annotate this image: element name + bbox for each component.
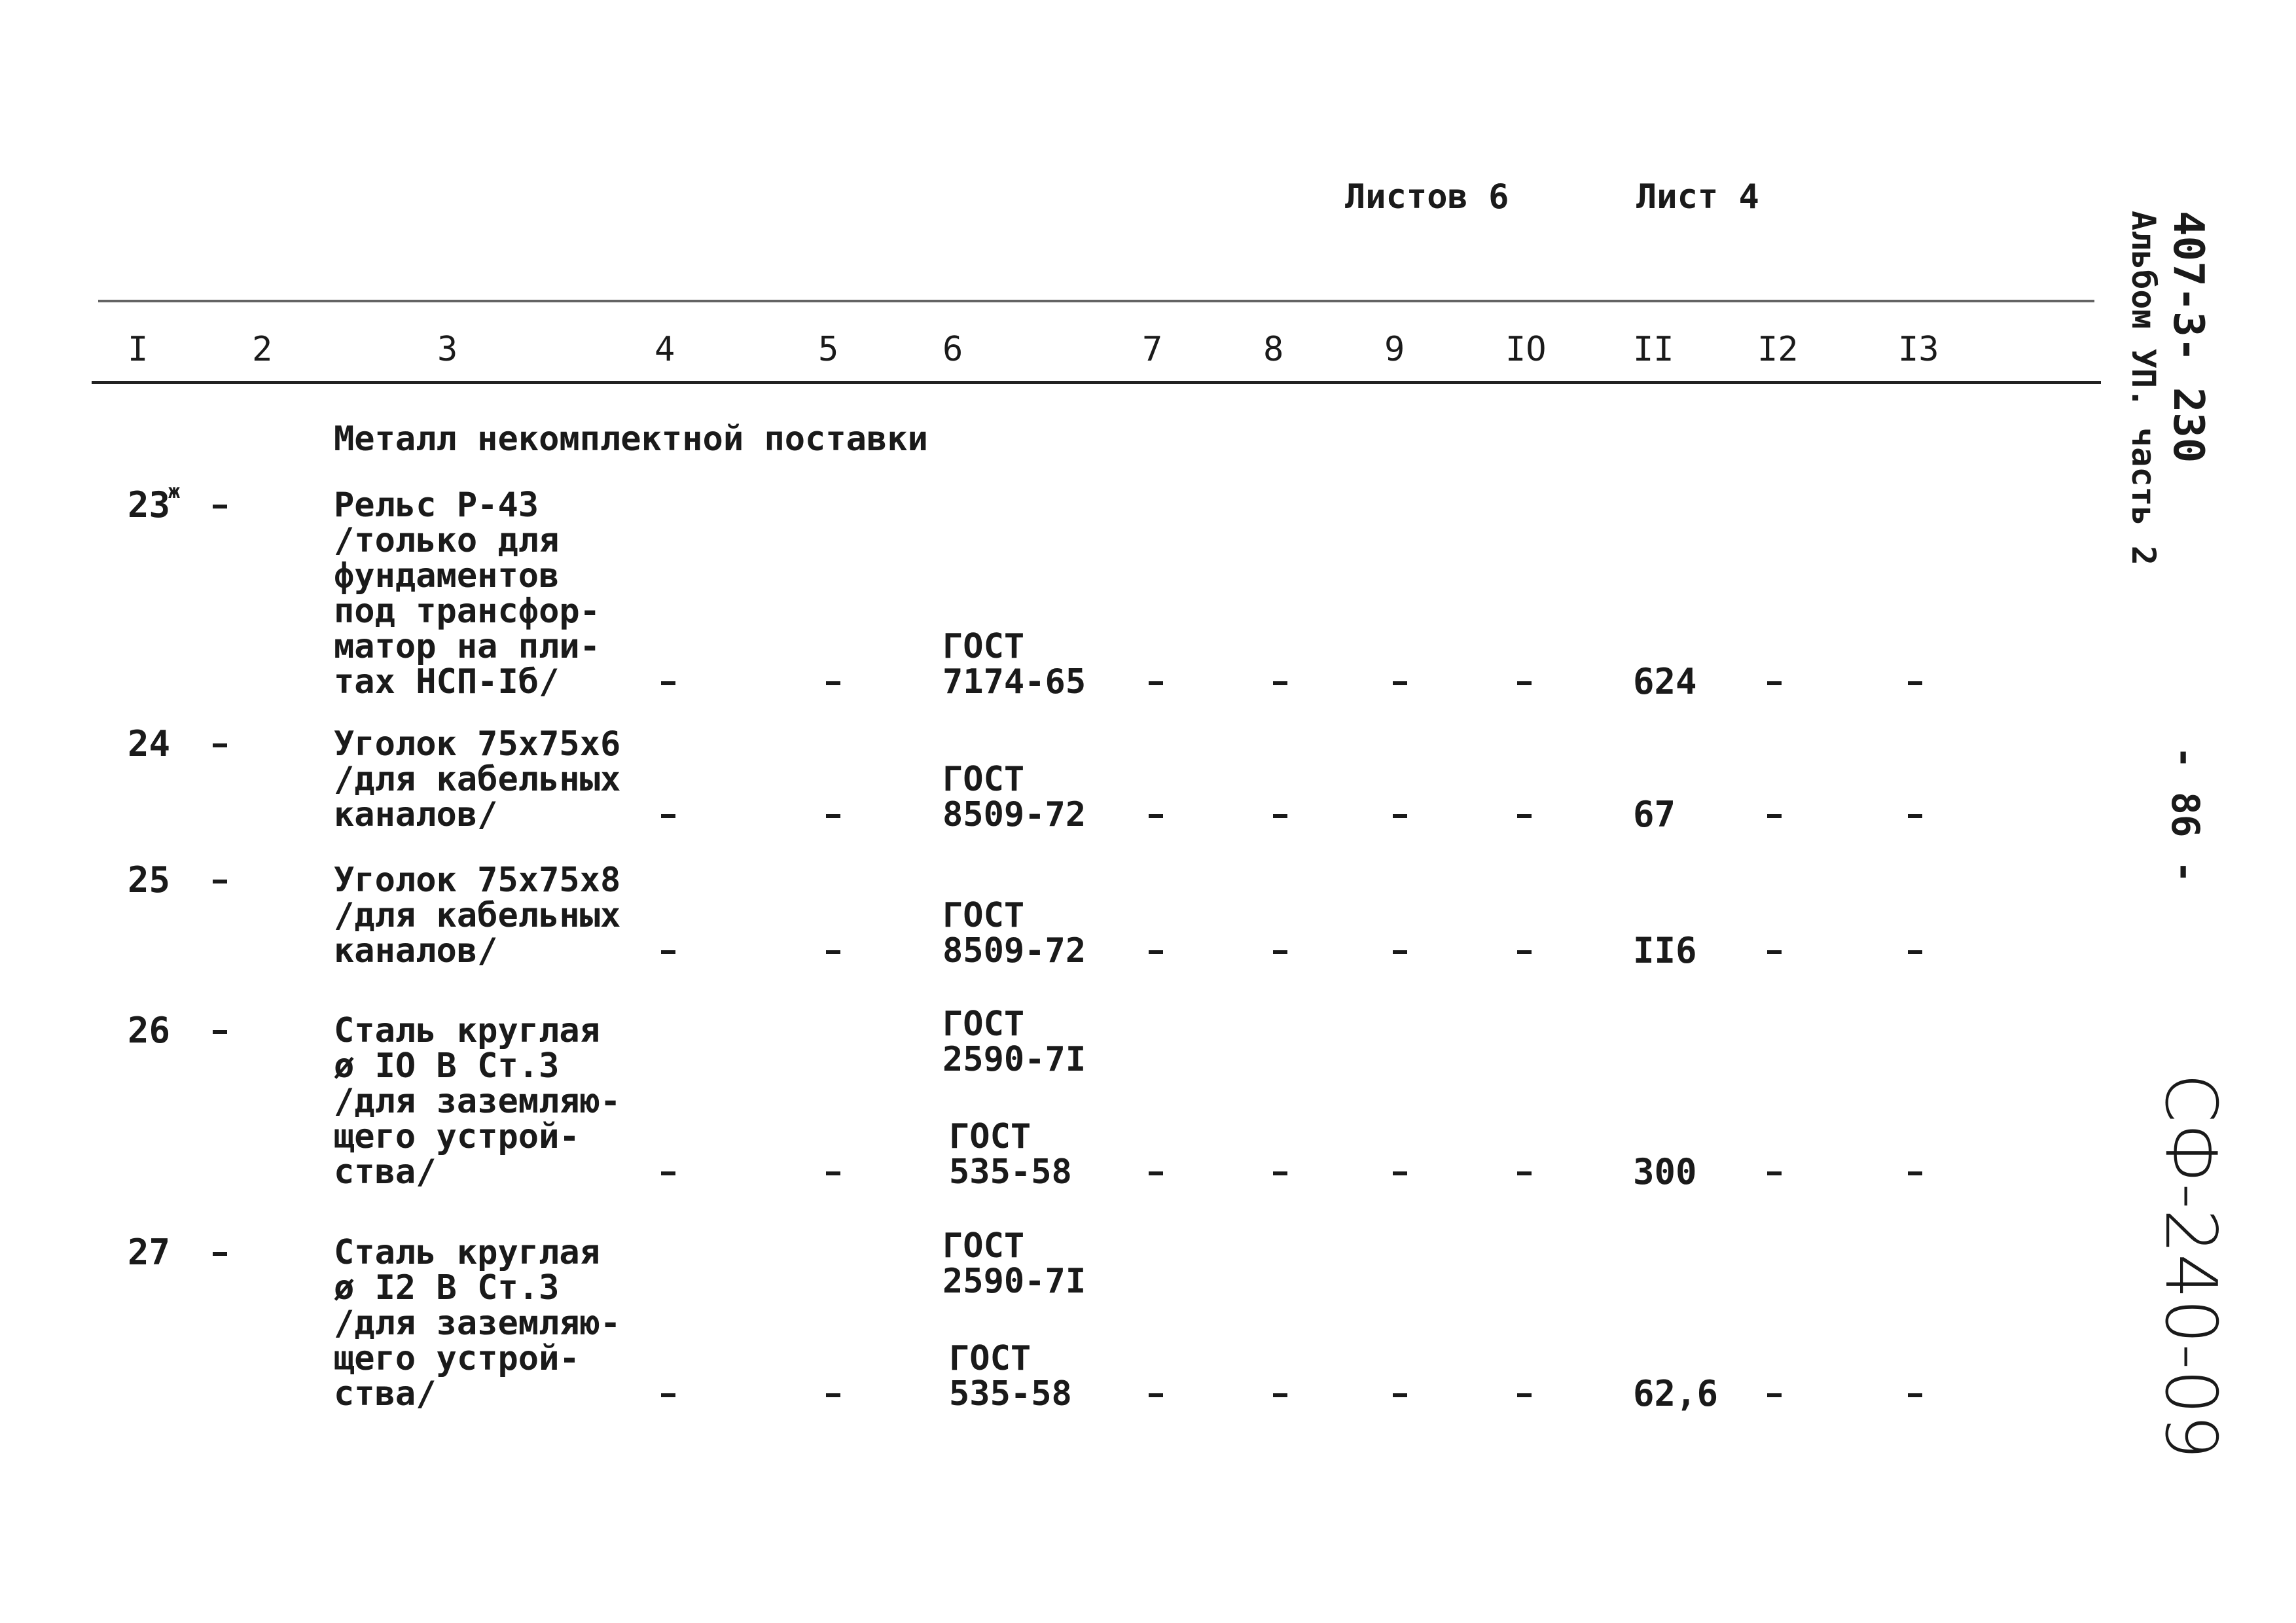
gost-label: ГОСТ (949, 1339, 1031, 1378)
row-number-mark: ж (168, 480, 181, 503)
col13-dash (1908, 681, 1922, 685)
col9-dash (1393, 1171, 1407, 1175)
item-name-line: ø IO В Ст.3 (334, 1046, 560, 1086)
col4-dash (661, 1393, 675, 1397)
quantity-value: 67 (1633, 794, 1676, 835)
gost-label: ГОСТ (949, 1117, 1031, 1156)
item-name-line: тах НСП-Іб/ (334, 662, 560, 702)
item-name-line: каналов/ (334, 931, 498, 971)
column-header: II (1633, 330, 1674, 369)
column-header: 6 (942, 330, 963, 369)
col10-dash (1517, 1171, 1532, 1175)
item-name-line: матор на пли- (334, 627, 600, 666)
quantity-value: 300 (1633, 1151, 1697, 1192)
column-header: 5 (818, 330, 839, 369)
col9-dash (1393, 1393, 1407, 1397)
column-header: I3 (1898, 330, 1939, 369)
item-name-line: фундаментов (334, 556, 560, 596)
column-header: IO (1505, 330, 1547, 369)
item-name-line: /для кабельных (334, 896, 621, 935)
col5-dash (826, 950, 840, 954)
col2-dash (213, 880, 227, 883)
col9-dash (1393, 950, 1407, 954)
col2-dash (213, 505, 227, 508)
column-header: 7 (1142, 330, 1163, 369)
item-name-line: /только для (334, 521, 560, 560)
col5-dash (826, 1393, 840, 1397)
item-name-line: щего устрой- (334, 1339, 580, 1378)
gost-number: 535-58 (949, 1374, 1072, 1414)
col13-dash (1908, 950, 1922, 954)
col13-dash (1908, 814, 1922, 818)
item-name-line: ø I2 В Ст.3 (334, 1268, 560, 1308)
gost-number: 8509-72 (942, 795, 1086, 834)
col7-dash (1149, 1393, 1163, 1397)
gost-number: 535-58 (949, 1152, 1072, 1192)
col10-dash (1517, 950, 1532, 954)
column-header: 4 (655, 330, 675, 369)
section-title: Металл некомплектной поставки (334, 419, 928, 459)
col10-dash (1517, 1393, 1532, 1397)
gost-label: ГОСТ (942, 896, 1025, 935)
col12-dash (1767, 1393, 1782, 1397)
quantity-value: 62,6 (1633, 1373, 1719, 1414)
item-name-line: каналов/ (334, 795, 498, 834)
item-name-line: /для заземляю- (334, 1304, 621, 1343)
col2-dash (213, 1252, 227, 1256)
col8-dash (1273, 814, 1287, 818)
item-name-line: щего устрой- (334, 1117, 580, 1156)
col4-dash (661, 681, 675, 685)
column-header: 9 (1384, 330, 1405, 369)
col9-dash (1393, 814, 1407, 818)
col7-dash (1149, 1171, 1163, 1175)
sheets-total: Листов 6 (1345, 177, 1509, 217)
gost-label: ГОСТ (942, 1005, 1025, 1044)
col5-dash (826, 681, 840, 685)
album-part: Альбом УП. часть 2 (2125, 211, 2162, 565)
page-number: - 86 - (2163, 746, 2208, 883)
album-code: 407-3- 230 (2164, 211, 2212, 463)
col2-dash (213, 1030, 227, 1034)
col2-dash (213, 743, 227, 747)
col7-dash (1149, 814, 1163, 818)
gost-number: 2590-7I (942, 1262, 1086, 1301)
col12-dash (1767, 814, 1782, 818)
col8-dash (1273, 1171, 1287, 1175)
column-header: 8 (1263, 330, 1284, 369)
item-name-line: Рельс Р-43 (334, 486, 539, 525)
column-header: I2 (1757, 330, 1799, 369)
item-name-line: Уголок 75х75х6 (334, 724, 621, 764)
col5-dash (826, 814, 840, 818)
row-number: 23 (128, 484, 171, 526)
item-name-line: под трансфор- (334, 592, 600, 631)
col13-dash (1908, 1171, 1922, 1175)
col12-dash (1767, 681, 1782, 685)
item-name-line: /для заземляю- (334, 1082, 621, 1121)
col5-dash (826, 1171, 840, 1175)
col7-dash (1149, 681, 1163, 685)
column-header: 3 (437, 330, 458, 369)
col8-dash (1273, 1393, 1287, 1397)
sheet-current: Лист 4 (1636, 177, 1759, 217)
item-name-line: ства/ (334, 1152, 437, 1192)
row-number: 27 (128, 1232, 171, 1273)
gost-number: 2590-7I (942, 1040, 1086, 1079)
row-number: 24 (128, 723, 171, 764)
item-name-line: Сталь круглая (334, 1233, 600, 1272)
gost-label: ГОСТ (942, 1226, 1025, 1266)
item-name-line: ства/ (334, 1374, 437, 1414)
handwritten-code: СФ-240-09 (2149, 1073, 2231, 1459)
col10-dash (1517, 814, 1532, 818)
quantity-value: II6 (1633, 930, 1697, 971)
column-header: I (128, 330, 149, 369)
table-header-rule (92, 381, 2101, 384)
gost-label: ГОСТ (942, 760, 1025, 799)
row-number: 26 (128, 1010, 171, 1051)
col4-dash (661, 814, 675, 818)
row-number: 25 (128, 859, 171, 901)
gost-number: 7174-65 (942, 662, 1086, 702)
col7-dash (1149, 950, 1163, 954)
col8-dash (1273, 681, 1287, 685)
gost-number: 8509-72 (942, 931, 1086, 971)
table-top-rule (98, 300, 2094, 302)
column-header: 2 (252, 330, 273, 369)
col13-dash (1908, 1393, 1922, 1397)
col8-dash (1273, 950, 1287, 954)
quantity-value: 624 (1633, 661, 1697, 702)
col9-dash (1393, 681, 1407, 685)
col12-dash (1767, 1171, 1782, 1175)
col4-dash (661, 950, 675, 954)
gost-label: ГОСТ (942, 627, 1025, 666)
col4-dash (661, 1171, 675, 1175)
col12-dash (1767, 950, 1782, 954)
item-name-line: /для кабельных (334, 760, 621, 799)
item-name-line: Уголок 75х75х8 (334, 861, 621, 900)
item-name-line: Сталь круглая (334, 1011, 600, 1050)
col10-dash (1517, 681, 1532, 685)
